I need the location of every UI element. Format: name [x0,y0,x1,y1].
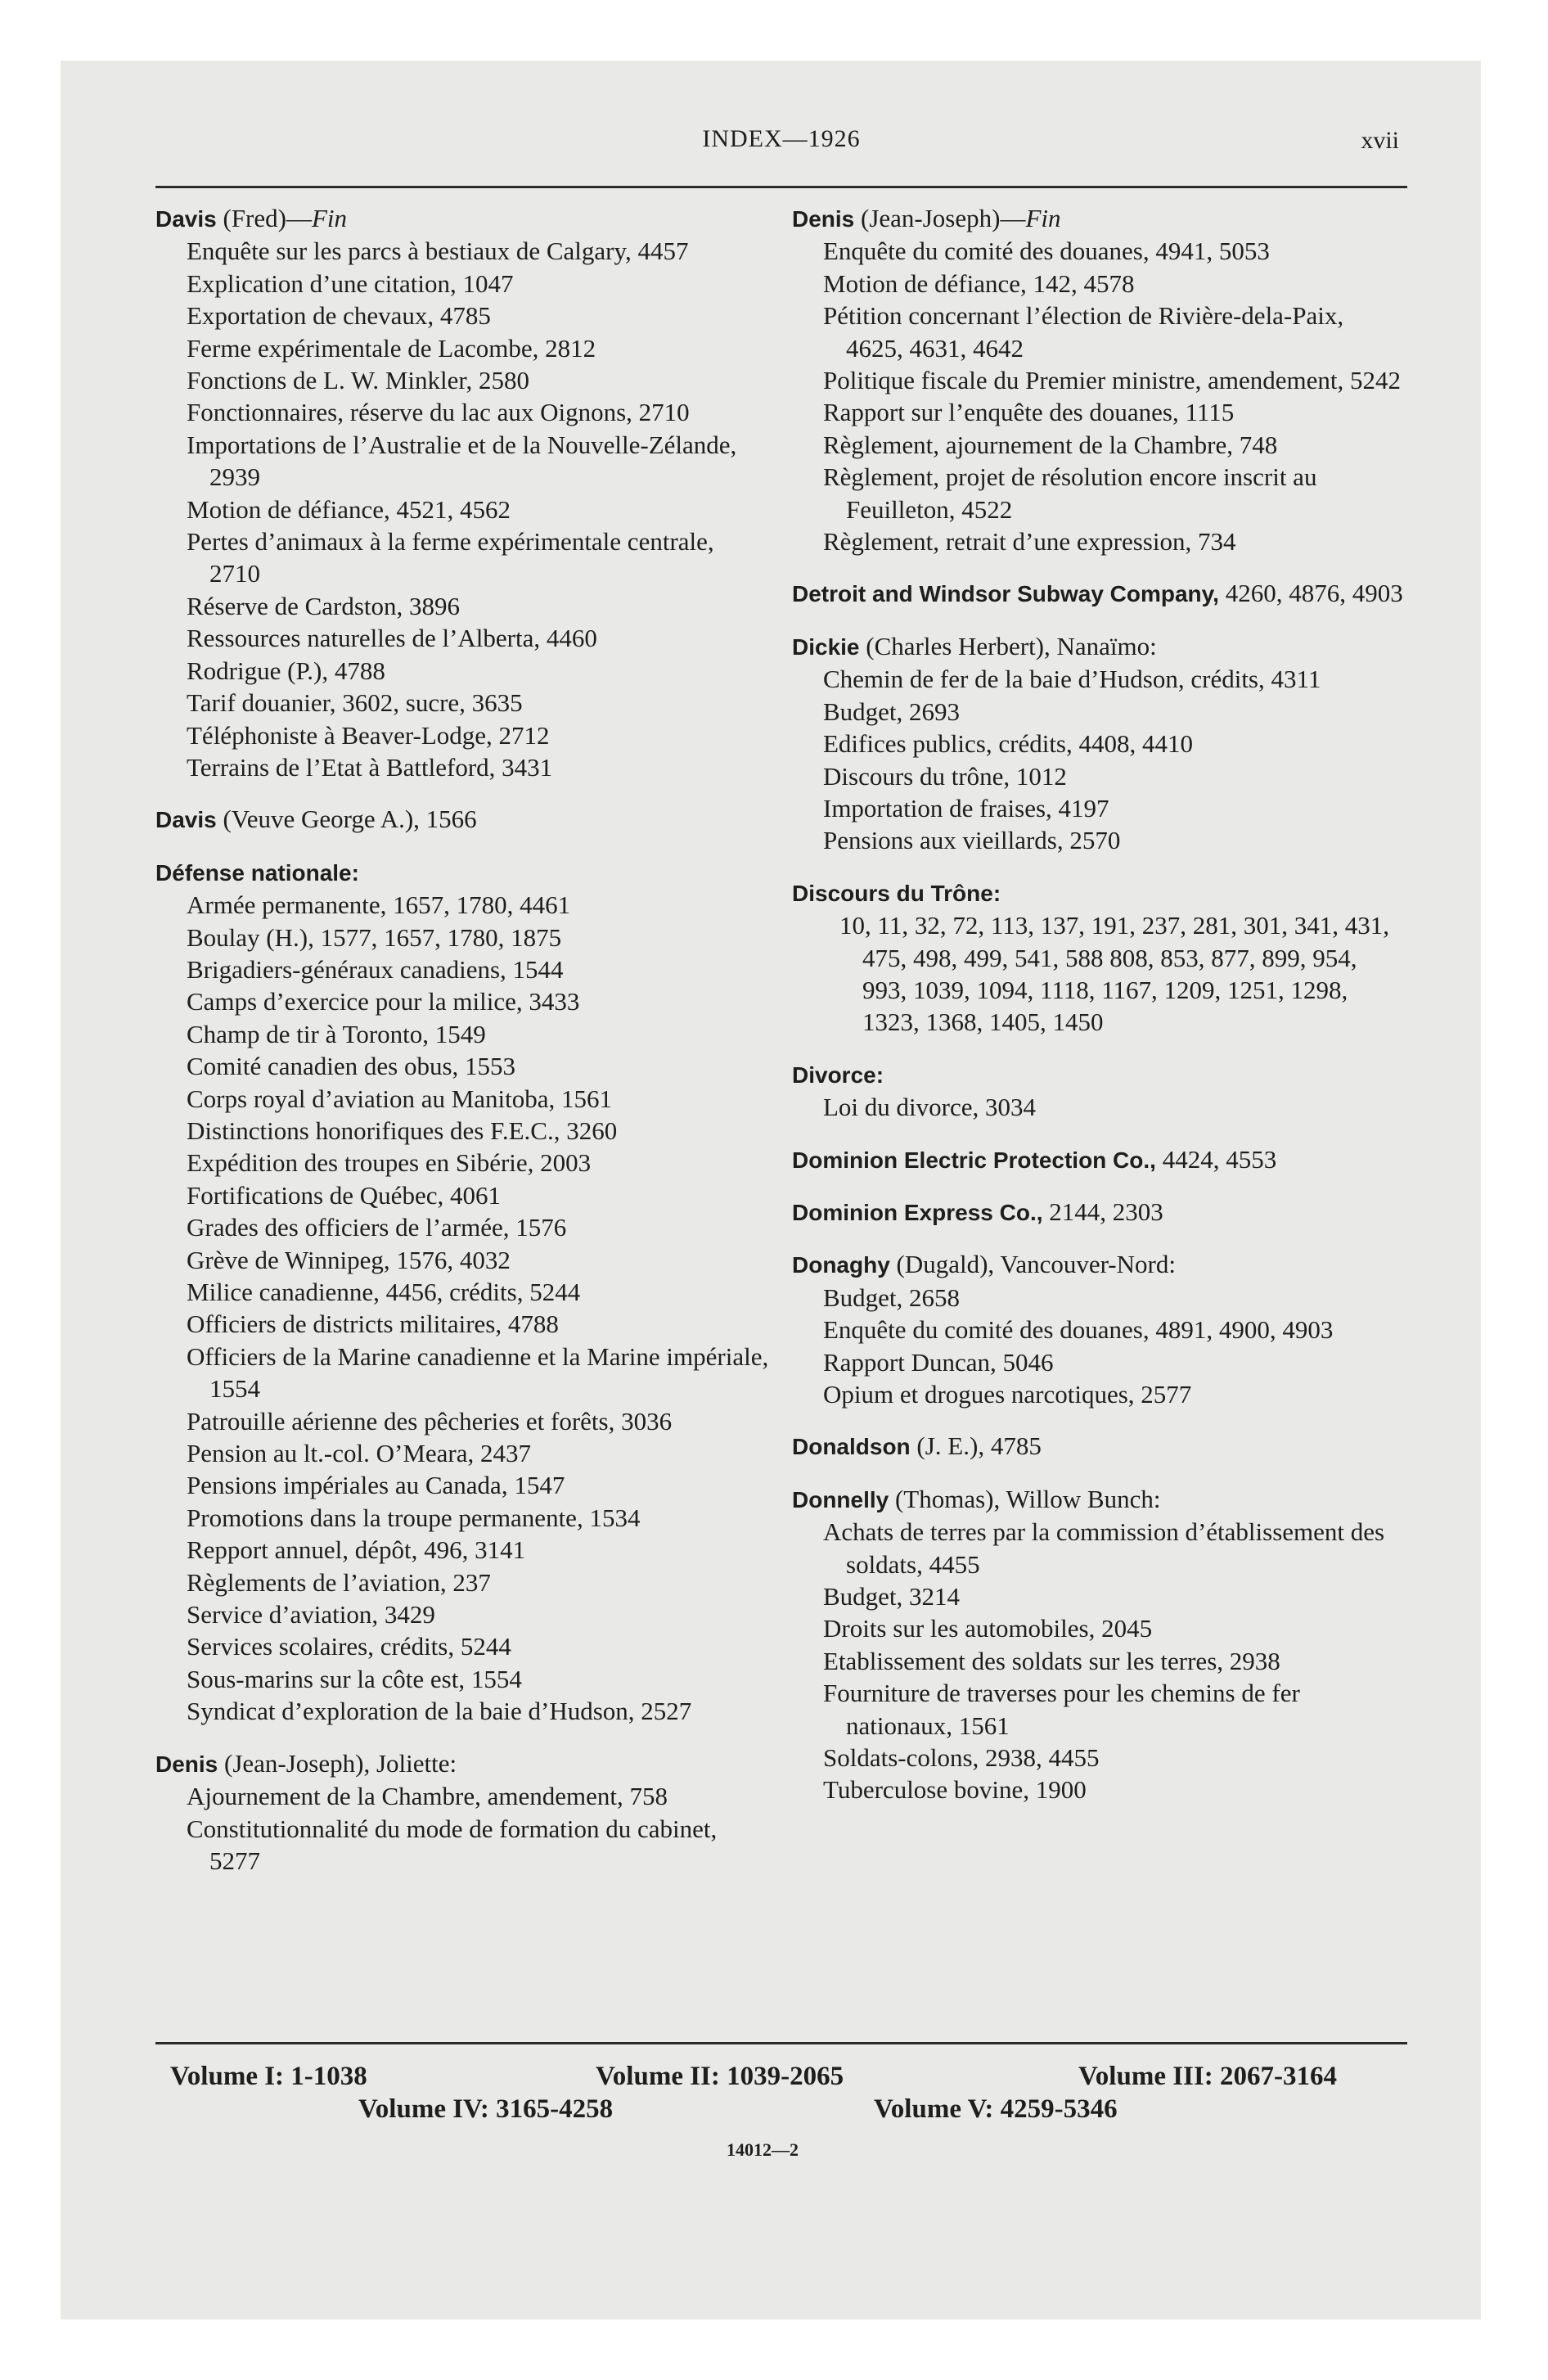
heading-detail: (Fred)— [216,204,312,232]
heading-detail: 4424, 4553 [1155,1144,1277,1174]
volume-2-range: Volume II: 1039-2065 [596,2062,844,2091]
index-subentry: Etablissement des soldats sur les terres, 2938 [823,1646,1280,1675]
index-subentry: Terrains de l’Etat à Battleford, 3431 [187,752,553,782]
heading-continuation: Fin [311,204,348,232]
heading-name: Detroit and Windsor Subway Company, [792,581,1219,607]
index-subentry: Constitutionnalité du mode de formation du cabinet, 5277 [187,1814,718,1875]
index-subentry: Rapport Duncan, 5046 [823,1347,1054,1377]
index-subentry: Sous-marins sur la côte est, 1554 [187,1664,522,1693]
index-subentry: Pension au lt.-col. O’Meara, 2437 [187,1439,531,1468]
heading-name: Donaghy [792,1252,890,1278]
volume-1-range: Volume I: 1-1038 [170,2062,367,2091]
volume-5-range: Volume V: 4259-5346 [874,2094,1118,2124]
heading-name: Dominion Express Co., [792,1199,1043,1225]
heading-name: Divorce: [792,1062,884,1088]
index-subentry: Fonctionnaires, réserve du lac aux Oignons, 2710 [187,398,690,427]
index-subentry: Pensions aux vieillards, 2570 [823,826,1121,855]
index-subentry: Tuberculose bovine, 1900 [823,1775,1087,1805]
heading-name: Dickie [792,633,860,660]
index-subentry: Pétition concernant l’élection de Rivière-dela-Paix, 4625, 4631, 4642 [823,301,1344,363]
index-subentry: Comité canadien des obus, 1553 [187,1052,516,1081]
index-subentry: Officiers de la Marine canadienne et la Marine impériale, 1554 [187,1341,769,1404]
index-subentry: Pertes d’animaux à la ferme expérimentale centrale, 2710 [187,527,714,588]
heading-detail: (Thomas), Willow Bunch: [889,1484,1161,1513]
index-subentry: Rapport sur l’enquête des douanes, 1115 [823,398,1235,427]
heading-name: Dominion Electric Protection Co., [792,1147,1156,1173]
index-subentry: Distinctions honorifiques des F.E.C., 3260 [187,1116,618,1145]
index-subentry: Officiers de districts militaires, 4788 [187,1309,559,1339]
index-subentry: Importation de fraises, 4197 [823,793,1109,823]
heading-detail: 2144, 2303 [1042,1197,1163,1226]
index-subentry: Réserve de Cardston, 3896 [187,591,461,620]
index-subentry: Budget, 2658 [823,1282,961,1312]
index-subentry: Grève de Winnipeg, 1576, 4032 [187,1245,511,1274]
heading-continuation: Fin [1025,204,1061,232]
volume-3-range: Volume III: 2067-3164 [1078,2062,1337,2091]
index-subentry: 10, 11, 32, 72, 113, 137, 191, 237, 281, 301, 341, 431, 475, 498, 499, 541, 588 808, 853, 877, 899, 954, 993, 1039, 1094, 1118, 1167, 1209, 1251, 1298, 1323, 1368, 1405, 1450 [839,911,1389,1037]
left-column [155,202,769,1877]
index-subentry: Armée permanente, 1657, 1780, 4461 [187,890,571,920]
index-subentry: Motion de défiance, 4521, 4562 [187,494,511,524]
index-subentry: Tarif douanier, 3602, sucre, 3635 [187,688,523,718]
index-subentry: Politique fiscale du Premier ministre, amendement, 5242 [823,366,1401,395]
heading-name: Donaldson [792,1434,911,1460]
index-heading [155,202,769,235]
page-number: xvii [1361,127,1399,154]
index-heading [792,1430,1406,1463]
heading-detail: (Jean-Joseph)— [854,204,1026,232]
index-heading [155,803,769,836]
index-subentry: Importations de l’Australie et de la Nouvelle-Zélande, 2939 [187,430,737,492]
index-subentry: Expédition des troupes en Sibérie, 2003 [187,1148,592,1178]
index-heading [792,1143,1406,1176]
index-subentry: Ressources naturelles de l’Alberta, 4460 [187,624,597,653]
footer-rule [155,2042,1407,2044]
index-subentry: Téléphoniste à Beaver-Lodge, 2712 [187,720,550,750]
index-subentry: Exportation de chevaux, 4785 [187,301,491,331]
index-subentry: Grades des officiers de l’armée, 1576 [187,1213,567,1242]
index-subentry: Fonctions de L. W. Minkler, 2580 [187,366,529,395]
index-subentry: Service d’aviation, 3429 [187,1600,435,1629]
heading-name: Discours du Trône: [792,880,1001,906]
index-subentry: Règlement, ajournement de la Chambre, 748 [823,430,1278,459]
index-subentry: Droits sur les automobiles, 2045 [823,1614,1153,1643]
heading-detail: (Veuve George A.), 1566 [216,805,477,834]
heading-name: Défense nationale: [155,859,359,886]
index-subentry: Repport annuel, dépôt, 496, 3141 [187,1535,526,1565]
volume-4-range: Volume IV: 3165-4258 [358,2094,614,2124]
heading-name: Donnelly [792,1486,889,1512]
heading-name: Davis [155,807,217,833]
index-subentry: Camps d’exercice pour la milice, 3433 [187,987,580,1016]
index-subentry: Edifices publics, crédits, 4408, 4410 [823,729,1193,759]
index-subentry: Fortifications de Québec, 4061 [187,1180,501,1210]
index-subentry: Budget, 2693 [823,696,961,726]
header-rule [155,186,1407,188]
index-subentry: Syndicat d’exploration de la baie d’Hudson, 2527 [187,1697,692,1726]
index-subentry: Explication d’une citation, 1047 [187,268,514,298]
index-subentry: Corps royal d’aviation au Manitoba, 1561 [187,1084,613,1113]
index-subentry: Règlement, retrait d’une expression, 734 [823,527,1236,557]
index-heading [155,856,769,889]
index-subentry: Chemin de fer de la baie d’Hudson, crédits, 4311 [823,665,1321,694]
index-subentry: Brigadiers-généraux canadiens, 1544 [187,954,564,984]
heading-detail: 4260, 4876, 4903 [1218,579,1403,608]
index-heading [792,1483,1406,1516]
heading-detail: (Jean-Joseph), Joliette: [218,1748,457,1778]
heading-name: Davis [155,206,217,232]
index-subentry: Champ de tir à Toronto, 1549 [187,1019,486,1048]
heading-detail: (J. E.), 4785 [910,1431,1042,1461]
index-heading [792,1248,1406,1281]
index-subentry: Discours du trône, 1012 [823,761,1067,791]
print-code: 14012—2 [727,2139,799,2160]
index-subentry: Règlement, projet de résolution encore inscrit au Feuilleton, 4522 [823,462,1317,524]
index-subentry: Enquête sur les parcs à bestiaux de Calgary, 4457 [187,237,689,266]
index-subentry: Règlements de l’aviation, 237 [187,1567,491,1597]
index-subentry: Achats de terres par la commission d’établissement des soldats, 4455 [823,1517,1385,1579]
index-subentry: Boulay (H.), 1577, 1657, 1780, 1875 [187,922,562,952]
index-heading [792,1058,1406,1091]
index-subentry: Ajournement de la Chambre, amendement, 758 [187,1782,668,1811]
heading-name: Denis [792,206,855,232]
page-header [155,119,1407,169]
index-subentry: Patrouille aérienne des pêcheries et forêts, 3036 [187,1406,673,1436]
index-subentry: Milice canadienne, 4456, crédits, 5244 [187,1278,581,1306]
heading-name: Denis [155,1751,218,1777]
index-heading [792,577,1406,610]
index-heading [792,630,1406,663]
right-column [792,202,1406,1806]
index-subentry: Opium et drogues narcotiques, 2577 [823,1380,1192,1409]
index-subentry: Pensions impériales au Canada, 1547 [187,1471,565,1500]
index-subentry: Enquête du comité des douanes, 4891, 4900, 4903 [823,1315,1334,1345]
index-subentry: Motion de défiance, 142, 4578 [823,268,1135,298]
index-page [155,119,1407,2206]
index-subentry: Soldats-colons, 2938, 4455 [823,1743,1100,1773]
index-subentry: Budget, 3214 [823,1582,961,1611]
index-subentry: Services scolaires, crédits, 5244 [187,1632,511,1661]
heading-detail: (Dugald), Vancouver-Nord: [889,1250,1176,1279]
page-title: INDEX—1926 [702,125,861,152]
index-subentry: Fourniture de traverses pour les chemins de fer nationaux, 1561 [823,1679,1300,1740]
index-subentry: Ferme expérimentale de Lacombe, 2812 [187,333,596,363]
heading-detail: (Charles Herbert), Nanaïmo: [859,631,1157,660]
index-subentry: Promotions dans la troupe permanente, 1534 [187,1503,641,1532]
index-heading [792,877,1406,909]
index-heading [792,1196,1406,1228]
index-subentry: Rodrigue (P.), 4788 [187,656,385,685]
index-subentry: Loi du divorce, 3034 [823,1093,1037,1122]
index-heading [155,1747,769,1780]
index-subentry: Enquête du comité des douanes, 4941, 5053 [823,237,1270,266]
index-heading [792,202,1406,235]
